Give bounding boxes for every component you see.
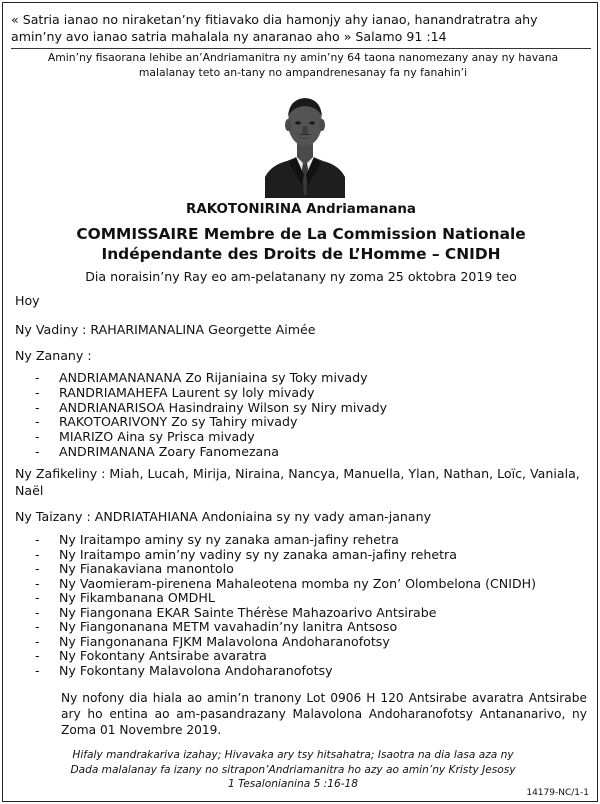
- greeting: Hoy: [15, 293, 40, 308]
- list-item: - Ny Iraitampo amin’ny vadiny sy ny zanaka aman-jafiny rehetra: [35, 546, 457, 562]
- list-item: - RANDRIAMAHEFA Laurent sy loly mivady: [35, 384, 315, 400]
- list-item: - RAKOTOARIVONY Zo sy Tahiry mivady: [35, 414, 298, 430]
- reference-code: 14179-NC/1-1: [526, 788, 589, 798]
- verse-line: Hifaly mandrakariva izahay; Hivavaka ary tsy hitsahatra; Isaotra na dia lasa aza ny: [72, 749, 514, 761]
- divider: [11, 48, 591, 49]
- list-item: - Ny Fikambanana OMDHL: [35, 590, 215, 605]
- list-item: - Ny Fiangonana EKAR Sainte Thérèse Mahazoarivo Antsirabe: [35, 604, 437, 620]
- nephews-line: Ny Taizany : ANDRIATAHIANA Andoniaina sy ny vady aman-janany: [15, 509, 432, 524]
- list-item: - Ny Fokontany Antsirabe avaratra: [35, 648, 267, 663]
- closing-verse: [33, 748, 553, 792]
- list-item: - Ny Fokontany Malavolona Andoharanofotsy: [35, 662, 333, 678]
- grandchildren-line: Ny Zafikeliny : Miah, Lucah, Mirija, Niraina, Nancya, Manuella, Ylan, Nathan, Loïc, Vaniala, Naël: [15, 466, 580, 498]
- title-line: Indépendante des Droits de L’Homme – CNIDH: [101, 245, 501, 263]
- funeral-details: Ny nofony dia hiala ao amin’n tranony Lot 0906 H 120 Antsirabe avaratra Antsirabe ary ho entina ao am-pasandrazany Malavolona Andoharanofotsy Antananarivo, ny Zoma 01 Novembre 2019.: [61, 691, 587, 737]
- death-notice: Dia noraisin’ny Ray eo am-pelatanany ny zoma 25 oktobra 2019 teo: [85, 269, 517, 284]
- deceased-name: RAKOTONIRINA Andriamanana: [186, 202, 416, 217]
- list-item: - Ny Fianakaviana manontolo: [35, 561, 234, 576]
- list-item: - ANDRIANARISOA Hasindrainy Wilson sy Niry mivady: [35, 399, 388, 415]
- list-item: - Ny Fiangonanana FJKM Malavolona Andoharanofotsy: [35, 633, 390, 649]
- verse-reference: 1 Tesalonianina 5 :16-18: [227, 778, 359, 791]
- spouse-line: Ny Vadiny : RAHARIMANALINA Georgette Aimée: [15, 322, 316, 337]
- list-item: - Ny Fiangonanana METM vavahadin’ny lanitra Antsoso: [35, 619, 398, 634]
- list-item: - Ny Iraitampo aminy sy ny zanaka aman-jafiny rehetra: [35, 532, 399, 547]
- children-heading: Ny Zanany :: [15, 348, 92, 363]
- deceased-title: [3, 224, 599, 264]
- intro-text: Amin’ny fisaorana lehibe an’Andriamanitra ny amin’ny 64 taona nanomezany anay ny havana malalanay teto an-tany no ampandrenesanay fa ny fanahin’i: [47, 51, 559, 79]
- verse-line: Dada malalanay fa izany no sitrapon’Andriamanitra ho azy ao amin’ny Kristy Jesosy: [70, 763, 516, 776]
- children-list: [35, 371, 387, 460]
- list-item: - ANDRIAMANANANA Zo Rijaniaina sy Toky mivady: [35, 370, 368, 385]
- title-line: COMMISSAIRE Membre de La Commission Nationale: [76, 225, 526, 243]
- psalm-quote: « Satria ianao no niraketan’ny fitiavako dia hamonjy ahy ianao, hanandratratra ahy amin’ny avo ianao satria mahalala ny anaranao aho » Salamo 91 :14: [11, 12, 538, 44]
- list-item: - MIARIZO Aina sy Prisca mivady: [35, 429, 255, 445]
- others-list: [35, 533, 536, 678]
- portrait-photo: [265, 85, 345, 198]
- list-item: - ANDRIMANANA Zoary Fanomezana: [35, 443, 279, 459]
- list-item: - Ny Vaomieram-pirenena Mahaleotena momba ny Zon’ Olombelona (CNIDH): [35, 575, 537, 591]
- obituary-notice: [2, 2, 598, 802]
